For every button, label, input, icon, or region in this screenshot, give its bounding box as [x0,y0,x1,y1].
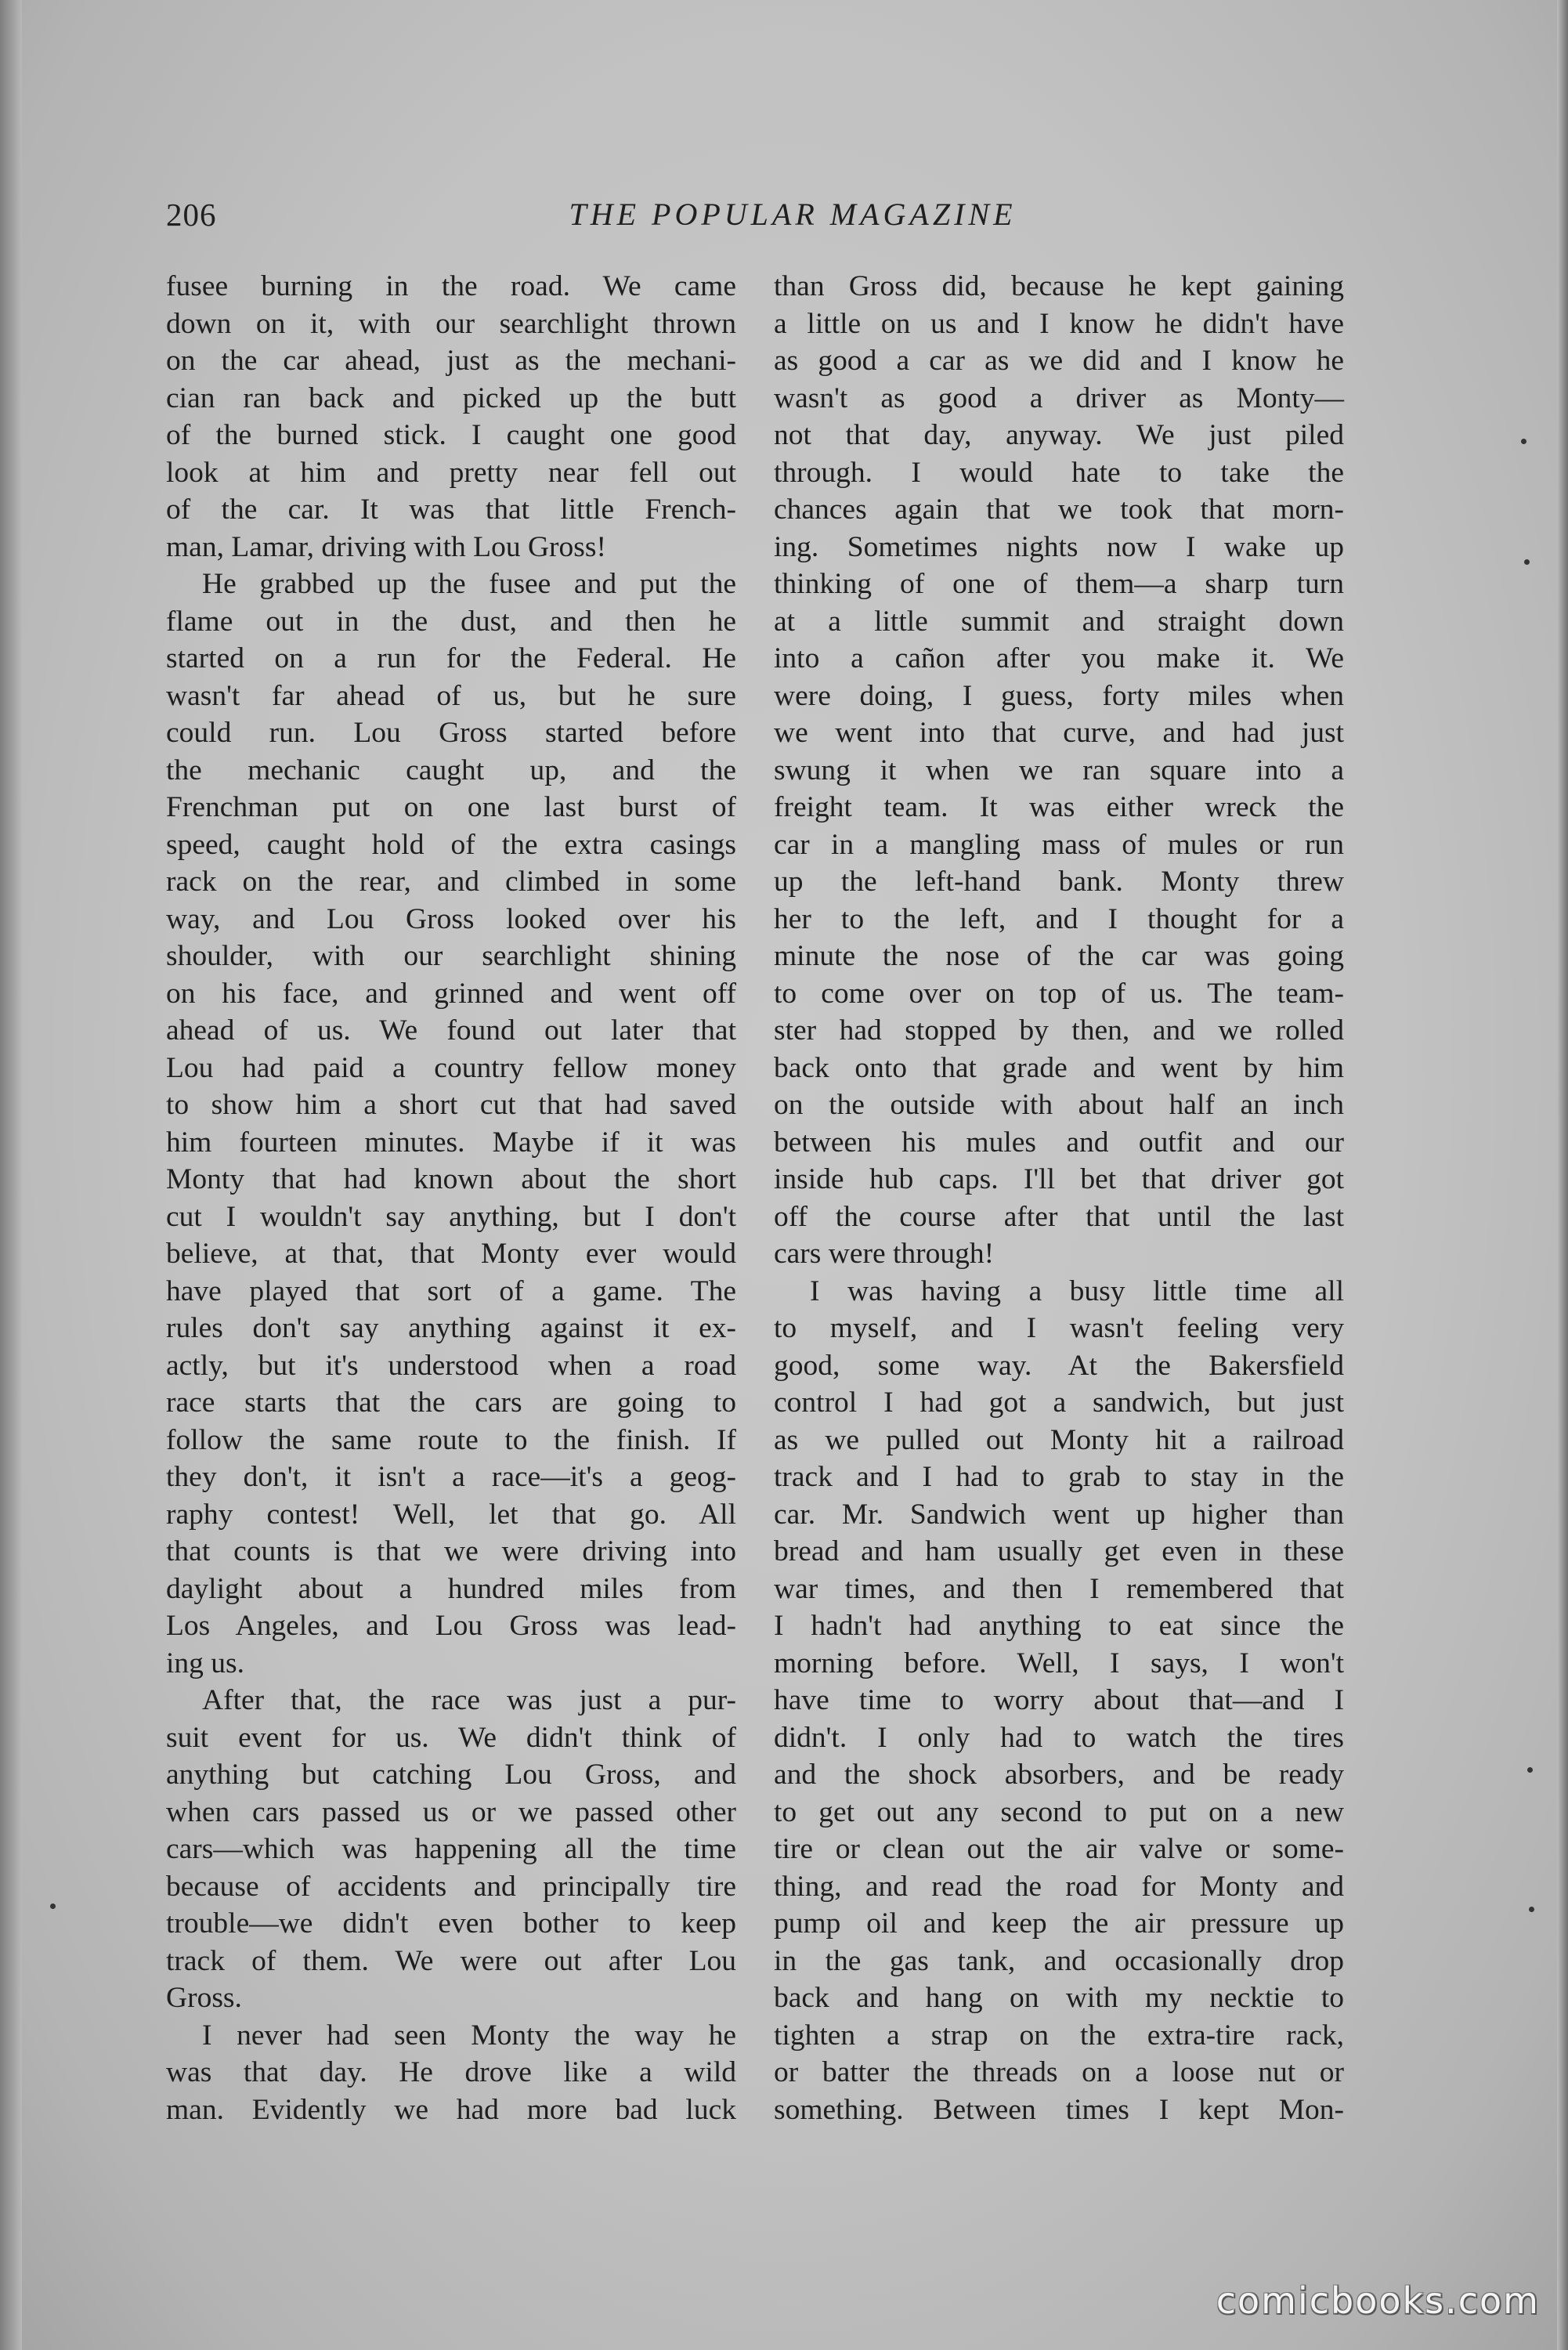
text-line: man. Evidently we had more bad luck [166,2093,736,2126]
text-line: tire or clean out the air valve or some- [774,1833,1344,1865]
paper-speck [50,1904,56,1909]
running-title: THE POPULAR MAGAZINE [569,197,1017,232]
text-line: thing, and read the road for Monty and [774,1870,1344,1903]
text-line: cian ran back and picked up the butt [166,381,736,414]
text-line: and the shock absorbers, and be ready [774,1759,1344,1791]
text-line: off the course after that until the last [774,1200,1344,1233]
text-line: trouble—we didn't even bother to keep [166,1907,736,1940]
text-line: believe, at that, that Monty ever would [166,1238,736,1270]
text-line: was that day. He drove like a wild [166,2056,736,2088]
text-line: I was having a busy little time all [810,1274,1344,1307]
text-line: control I had got a sandwich, but just [774,1386,1344,1419]
text-line: After that, the race was just a pur- [202,1684,736,1716]
text-line: of the burned stick. I caught one good [166,419,736,451]
text-line: to show him a short cut that had saved [166,1089,736,1121]
text-line: have played that sort of a game. The [166,1274,736,1307]
watermark-logo: comicbooks.com [1216,2280,1540,2322]
text-line: man, Lamar, driving with Lou Gross! [166,530,606,563]
text-line: ster had stopped by then, and we rolled [774,1014,1344,1047]
text-line: Los Angeles, and Lou Gross was lead- [166,1610,736,1642]
text-line: than Gross did, because he kept gaining [774,270,1344,302]
text-line: Monty that had known about the short [166,1163,736,1195]
text-line: her to the left, and I thought for a [774,902,1344,935]
text-line: cars were through! [774,1238,995,1270]
text-line: ing. Sometimes nights now I wake up [774,530,1344,563]
paper-speck [1524,559,1530,565]
text-line: ahead of us. We found out later that [166,1014,736,1047]
text-line: good, some way. At the Bakersfield [774,1349,1344,1382]
text-line: anything but catching Lou Gross, and [166,1759,736,1791]
text-line: flame out in the dust, and then he [166,605,736,638]
text-line: something. Between times I kept Mon- [774,2093,1344,2126]
text-line: started on a run for the Federal. He [166,642,736,674]
text-line: didn't. I only had to watch the tires [774,1721,1344,1754]
text-line: Lou had paid a country fellow money [166,1051,736,1084]
text-line: on the outside with about half an inch [774,1089,1344,1121]
text-line: race starts that the cars are going to [166,1386,736,1419]
text-line: or batter the threads on a loose nut or [774,2056,1344,2088]
text-line: we went into that curve, and had just [774,717,1344,749]
text-line: in the gas tank, and occasionally drop [774,1944,1344,1977]
text-line: chances again that we took that morn- [774,494,1344,526]
text-line: not that day, anyway. We just piled [774,419,1344,451]
text-line: when cars passed us or we passed other [166,1795,736,1828]
text-line: inside hub caps. I'll bet that driver got [774,1163,1344,1195]
text-line: track and I had to grab to stay in the [774,1461,1344,1493]
text-line: could run. Lou Gross started before [166,717,736,749]
text-line: rack on the rear, and climbed in some [166,866,736,898]
text-line: speed, caught hold of the extra casings [166,828,736,861]
text-line: up the left-hand bank. Monty threw [774,866,1344,898]
text-line: to come over on top of us. The team- [774,977,1344,1010]
text-line: war times, and then I remembered that [774,1572,1344,1605]
text-line: have time to worry about that—and I [774,1684,1344,1716]
text-line: of the car. It was that little French- [166,494,736,526]
text-line: actly, but it's understood when a road [166,1349,736,1382]
paper-speck [1529,1907,1534,1912]
text-line: daylight about a hundred miles from [166,1572,736,1605]
text-line: on his face, and grinned and went off [166,977,736,1010]
page-edge-left [0,0,22,2350]
page-header [166,196,1388,243]
text-line: through. I would hate to take the [774,456,1344,489]
text-line: back and hang on with my necktie to [774,1982,1344,2014]
text-line: rules don't say anything against it ex- [166,1312,736,1344]
text-line: thinking of one of them—a sharp turn [774,568,1344,600]
text-line: wasn't far ahead of us, but he sure [166,679,736,712]
text-line: cars—which was happening all the time [166,1833,736,1865]
text-line: that counts is that we were driving into [166,1535,736,1567]
text-line: were doing, I guess, forty miles when [774,679,1344,712]
text-line: I hadn't had anything to eat since the [774,1610,1344,1642]
text-line: swung it when we ran square into a [774,754,1344,786]
text-line: Frenchman put on one last burst of [166,791,736,823]
text-line: on the car ahead, just as the mechani- [166,345,736,377]
text-line: He grabbed up the fusee and put the [202,568,736,600]
text-line: at a little summit and straight down [774,605,1344,638]
text-line: to get out any second to put on a new [774,1795,1344,1828]
text-line: ing us. [166,1647,245,1679]
text-line: him fourteen minutes. Maybe if it was [166,1126,736,1159]
text-line: between his mules and outfit and our [774,1126,1344,1159]
text-line: minute the nose of the car was going [774,940,1344,972]
text-line: into a cañon after you make it. We [774,642,1344,674]
text-line: because of accidents and principally tire [166,1870,736,1903]
text-line: down on it, with our searchlight thrown [166,307,736,340]
text-line: look at him and pretty near fell out [166,456,736,489]
text-line: morning before. Well, I says, I won't [774,1647,1344,1679]
text-line: car in a mangling mass of mules or run [774,828,1344,861]
text-line: back onto that grade and went by him [774,1051,1344,1084]
text-line: Gross. [166,1982,242,2014]
text-line: raphy contest! Well, let that go. All [166,1498,736,1531]
paper-speck [1527,1767,1533,1773]
text-line: a little on us and I know he didn't have [774,307,1344,340]
text-line: pump oil and keep the air pressure up [774,1907,1344,1940]
text-line: as we pulled out Monty hit a railroad [774,1423,1344,1456]
text-line: I never had seen Monty the way he [202,2019,736,2052]
text-line: track of them. We were out after Lou [166,1944,736,1977]
page-edge-right [1557,0,1568,2350]
text-line: wasn't as good a driver as Monty— [774,381,1344,414]
text-line: to myself, and I wasn't feeling very [774,1312,1344,1344]
text-line: car. Mr. Sandwich went up higher than [774,1498,1344,1531]
text-line: cut I wouldn't say anything, but I don't [166,1200,736,1233]
text-line: freight team. It was either wreck the [774,791,1344,823]
right-text-column [774,268,1344,2128]
text-line: shoulder, with our searchlight shining [166,940,736,972]
text-line: the mechanic caught up, and the [166,754,736,786]
text-line: fusee burning in the road. We came [166,270,736,302]
text-line: way, and Lou Gross looked over his [166,902,736,935]
text-line: tighten a strap on the extra-tire rack, [774,2019,1344,2052]
text-line: they don't, it isn't a race—it's a geog- [166,1461,736,1493]
text-line: follow the same route to the finish. If [166,1423,736,1456]
paper-speck [1521,439,1526,444]
text-line: suit event for us. We didn't think of [166,1721,736,1754]
text-line: bread and ham usually get even in these [774,1535,1344,1567]
text-line: as good a car as we did and I know he [774,345,1344,377]
page-number: 206 [166,197,217,233]
left-text-column [166,268,736,2128]
